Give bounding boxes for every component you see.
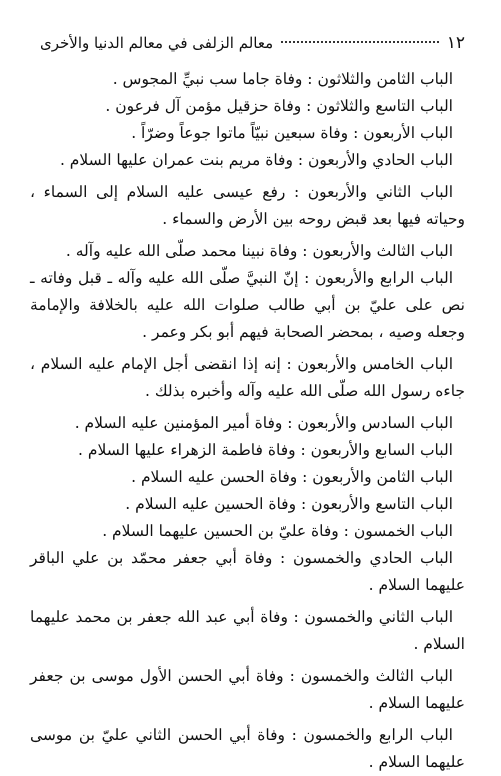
chapter-entry: الباب الرابع والخمسون : وفاة أبي الحسن الثاني عليّ بن موسى عليهما السلام .: [30, 726, 465, 771]
chapter-entry: الباب الثاني والخمسون : وفاة أبي عبد الله جعفر بن محمد عليهما السلام .: [30, 608, 465, 653]
chapter-entry: الباب السادس والأربعون : وفاة أمير المؤمنين عليه السلام .: [74, 414, 453, 432]
chapter-entry: الباب الثامن والثلاثون : وفاة جاما سب نبيِّ المجوس .: [112, 70, 453, 88]
chapter-entry: الباب الثالث والخمسون : وفاة أبي الحسن الأول موسى بن جعفر عليهما السلام .: [30, 667, 465, 712]
page-number: ١٢: [446, 33, 465, 53]
chapter-entry: الباب السابع والأربعون : وفاة فاطمة الزهراء عليها السلام .: [78, 441, 453, 459]
chapter-list: [30, 66, 465, 776]
chapter-entry: الباب التاسع والأربعون : وفاة الحسين عليه السلام .: [125, 495, 453, 513]
chapter-entry: الباب الحادي والخمسون : وفاة أبي جعفر محمّد بن علي الباقر عليهما السلام .: [30, 549, 465, 594]
dotted-leader: [281, 40, 439, 43]
chapter-entry: الباب الخمسون : وفاة عليّ بن الحسين عليهما السلام .: [102, 522, 453, 540]
running-title: معالم الزلفى في معالم الدنيا والأخرى: [40, 34, 274, 52]
chapter-entry: الباب الرابع والأربعون : إنّ النبيَّ صلّى الله عليه وآله ـ قبل وفاته ـ نص على عليّ بن أبي طالب صلوات الله عليه بالخلافة والإمامة وجعله وصيه ، بمحضر الصحابة فيهم أبو بكر وعمر .: [30, 269, 465, 341]
page-header: [30, 28, 465, 58]
chapter-entry: الباب الثامن والأربعون : وفاة الحسن عليه السلام .: [131, 468, 453, 486]
chapter-entry: الباب الثالث والأربعون : وفاة نبينا محمد صلّى الله عليه وآله .: [65, 242, 453, 260]
chapter-entry: الباب التاسع والثلاثون : وفاة حزقيل مؤمن آل فرعون .: [105, 97, 453, 115]
chapter-entry: الباب الثاني والأربعون : رفع عيسى عليه السلام إلى السماء ، وحياته فيها بعد قبض روحه بين الأرض والسماء .: [30, 183, 465, 228]
chapter-entry: الباب الخامس والأربعون : إنه إذا انقضى أجل الإمام عليه السلام ، جاءه رسول الله صلّى الله عليه وآله وأخبره بذلك .: [30, 355, 465, 400]
chapter-entry: الباب الأربعون : وفاة سبعين نبيّاً ماتوا جوعاً وضرّاً .: [131, 124, 453, 142]
chapter-entry: الباب الحادي والأربعون : وفاة مريم بنت عمران عليها السلام .: [59, 151, 453, 169]
